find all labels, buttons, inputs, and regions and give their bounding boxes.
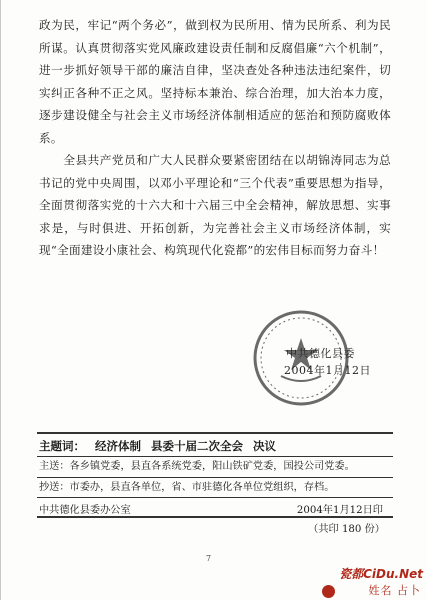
page-number: 7 [206,554,212,563]
topic-words [39,438,391,454]
print-date: 2004年1月12日印 [296,505,383,516]
seal-org-name: 中共德化县委 [286,347,355,360]
watermark-logo-icon [322,585,335,598]
topic-word: 县委十届二次全会 [151,439,243,453]
topic-word: 决议 [253,439,276,453]
document-body [39,14,391,262]
body-paragraph-1: 政为民，牢记“两个务必”，做到权为民所用、情为民所系、利为民所谋。认真贯彻落实党风廉政建设责任制和反腐倡廉“六个机制”，进一步抓好领导干部的廉洁自律，坚决查处各种违法违纪案件，切实纠正各种不正之风。坚持标本兼治、综合治理，加大治本力度，逐步建设健全与社会主义市场经济体制相适应的惩治和预防腐败体系。 [39,18,391,145]
topic-word: 经济体制 [95,439,141,453]
copy-to-line: 抄送：市委办，县直各单位，省、市驻德化各单位党组织，存档。 [39,482,335,493]
topic-label: 主题词： [39,439,85,453]
divider [37,497,393,498]
divider-top [37,432,393,434]
copy-count: （共印 180 份） [308,524,385,535]
send-to-line: 主送：各乡镇党委，县直各系统党委，阳山铁矿党委，国投公司党委。 [39,461,355,472]
issuing-office: 中共德化县委办公室 [39,505,131,516]
issuing-office-row [39,501,391,516]
divider-bottom [37,516,393,518]
divider [37,456,393,457]
signature-date: 2004年1月12日 [284,364,371,377]
divider [37,477,393,478]
site-watermark: 瓷都CiDu.Net [339,567,423,581]
watermark-slogan: 姓名 占卜 [368,584,421,597]
body-paragraph-2: 全县共产党员和广大人民群众要紧密团结在以胡锦涛同志为总书记的党中央周围，以邓小平理论和“三个代表”重要思想为指导，全面贯彻落实党的十六大和十六届三中全会精神，解放思想、实事求是，与时俱进、开拓创新，为完善社会主义市场经济体制，实现“全面建设小康社会、构筑现代化瓷都”的宏伟目标而努力奋斗！ [39,153,391,257]
